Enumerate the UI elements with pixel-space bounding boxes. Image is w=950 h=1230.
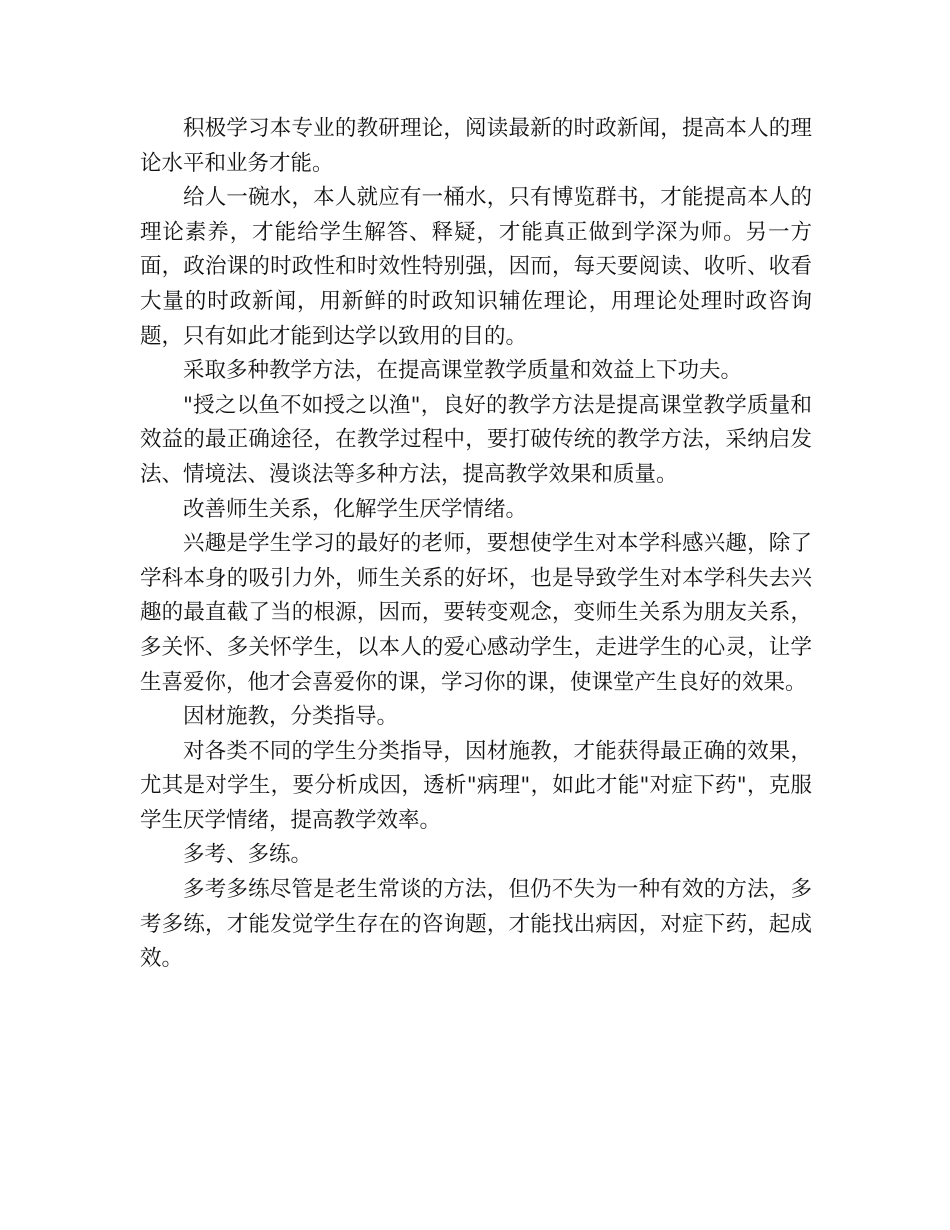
paragraph-practice: 多考多练尽管是老生常谈的方法，但仍不失为一种有效的方法，多考多练，才能发觉学生存在的咨询题，才能找出病因，对症下药，起成效。: [140, 877, 812, 972]
paragraph-interest: 兴趣是学生学习的最好的老师，要想使学生对本学科感兴趣，除了学科本身的吸引力外，师生关系的好坏，也是导致学生对本学科失去兴趣的最直截了当的根源，因而，要转变观念，变师生关系为朋友关系，多关怀、多关怀学生，以本人的爱心感动学生，走进学生的心灵，让学生喜爱你，他才会喜爱你的课，学习你的课，使课堂产生良好的效果。: [140, 531, 812, 695]
paragraph-practice-heading: 多考、多练。: [183, 842, 313, 868]
paragraph-teaching-methods: "授之以鱼不如授之以渔"，良好的教学方法是提高课堂教学质量和效益的最正确途径，在教学过程中，要打破传统的教学方法，采纳启发法、情境法、漫谈法等多种方法，提高教学效果和质量。: [140, 392, 812, 487]
paragraph-relationship-heading: 改善师生关系，化解学生厌学情绪。: [183, 496, 528, 522]
paragraph-teaching-methods-heading: 采取多种教学方法，在提高课堂教学质量和效益上下功夫。: [183, 358, 743, 384]
paragraph-individualized-heading: 因材施教，分类指导。: [183, 704, 399, 730]
paragraph-individualized: 对各类不同的学生分类指导，因材施教，才能获得最正确的效果，尤其是对学生，要分析成因，透析"病理"，如此才能"对症下药"，克服学生厌学情绪，提高教学效率。: [140, 738, 812, 833]
paragraph-bucket-of-water: 给人一碗水，本人就应有一桶水，只有博览群书，才能提高本人的理论素养，才能给学生解答、释疑，才能真正做到学深为师。另一方面，政治课的时政性和时效性特别强，因而，每天要阅读、收听、收看大量的时政新闻，用新鲜的时政知识辅佐理论，用理论处理时政咨询题，只有如此才能到达学以致用的目的。: [140, 185, 812, 349]
paragraph-study-theory: 积极学习本专业的教研理论，阅读最新的时政新闻，提高本人的理论水平和业务才能。: [140, 116, 812, 176]
document-body: [140, 112, 812, 977]
